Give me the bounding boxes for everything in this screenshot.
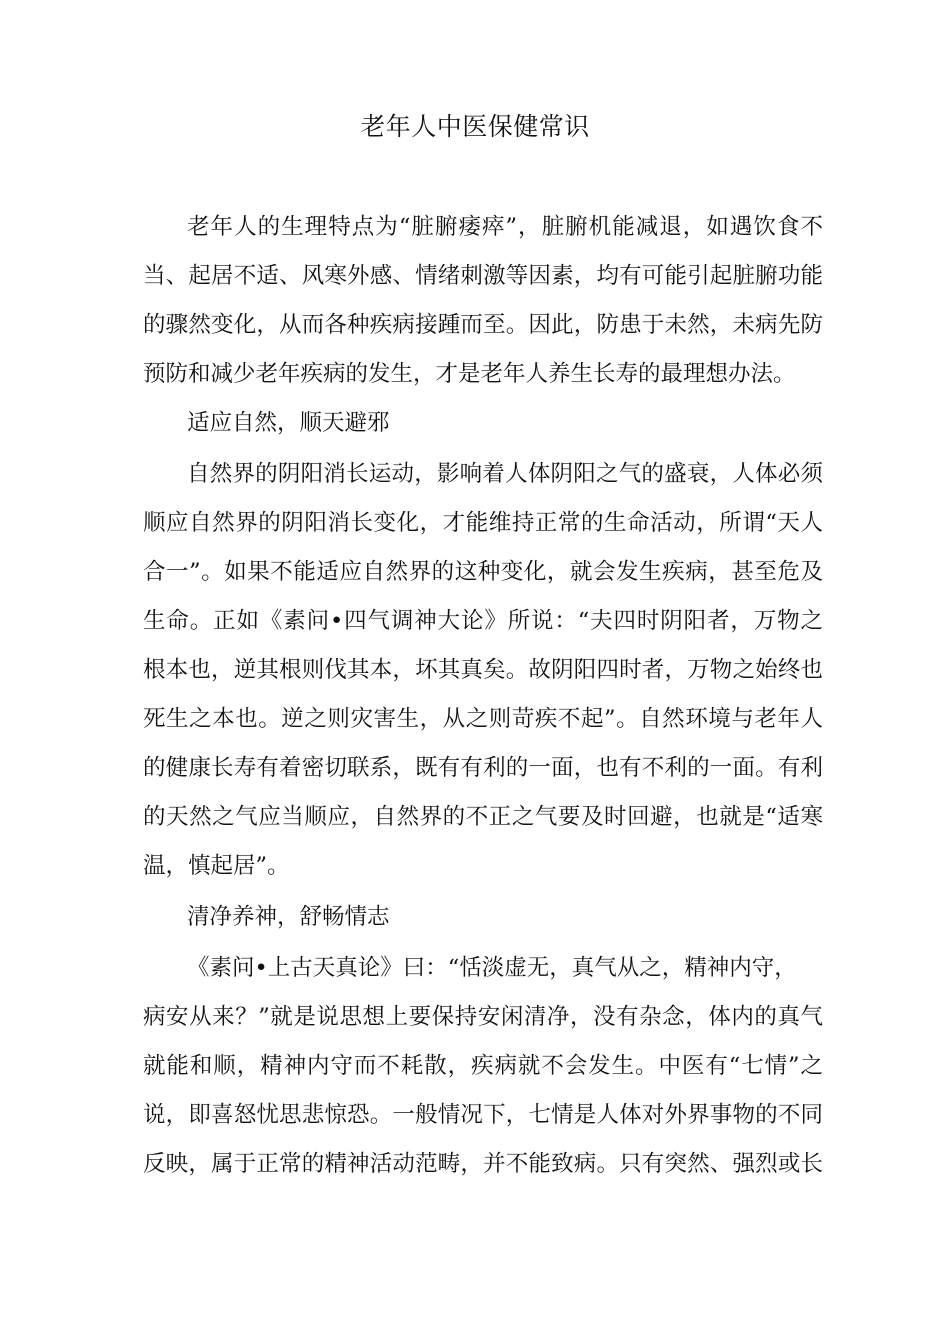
paragraph-2-line-7: 的健康长寿有着密切联系，既有有利的一面，也有不利的一面。有利	[143, 755, 823, 781]
document-title: 老年人中医保健常识	[360, 112, 590, 141]
paragraph-3-line-4: 说，即喜怒忧思悲惊恐。一般情况下，七情是人体对外界事物的不同	[143, 1102, 823, 1128]
paragraph-2-line-1: 自然界的阴阳消长运动，影响着人体阴阳之气的盛衰，人体必须	[187, 461, 823, 487]
paragraph-1-line-2: 当、起居不适、风寒外感、情绪刺激等因素，均有可能引起脏腑功能	[143, 263, 823, 289]
paragraph-3-line-3: 就能和顺，精神内守而不耗散，疾病就不会发生。中医有“七情”之	[143, 1053, 823, 1079]
paragraph-1-line-1: 老年人的生理特点为“脏腑痿瘁”，脏腑机能减退，如遇饮食不	[187, 214, 823, 240]
paragraph-2-line-4: 生命。正如《素问•四气调神大论》所说：“夫四时阴阳者，万物之	[143, 608, 823, 634]
paragraph-1-line-4: 预防和减少老年疾病的发生，才是老年人养生长寿的最理想办法。	[143, 361, 796, 387]
paragraph-3-line-5: 反映，属于正常的精神活动范畴，并不能致病。只有突然、强烈或长	[143, 1151, 823, 1177]
paragraph-2-line-3: 合一”。如果不能适应自然界的这种变化，就会发生疾病，甚至危及	[143, 559, 823, 585]
paragraph-1-line-3: 的骤然变化，从而各种疾病接踵而至。因此，防患于未然，未病先防	[143, 312, 823, 338]
paragraph-2-line-5: 根本也，逆其根则伐其本，坏其真矣。故阴阳四时者，万物之始终也	[143, 657, 823, 683]
paragraph-2-line-9: 温，慎起居”。	[143, 853, 290, 879]
paragraph-2-line-6: 死生之本也。逆之则灾害生，从之则苛疾不起”。自然环境与老年人	[143, 706, 823, 732]
section-heading-2: 清净养神，舒畅情志	[187, 904, 390, 930]
paragraph-2-line-8: 的天然之气应当顺应，自然界的不正之气要及时回避，也就是“适寒	[143, 804, 823, 830]
section-heading-1: 适应自然，顺天避邪	[187, 410, 390, 436]
paragraph-3-line-2: 病安从来？”就是说思想上要保持安闲清净，没有杂念，体内的真气	[143, 1004, 823, 1030]
paragraph-3-line-1: 《素问•上古天真论》曰：“恬淡虚无，真气从之，精神内守，	[187, 955, 797, 981]
paragraph-2-line-2: 顺应自然界的阴阳消长变化，才能维持正常的生命活动，所谓“天人	[143, 510, 823, 536]
